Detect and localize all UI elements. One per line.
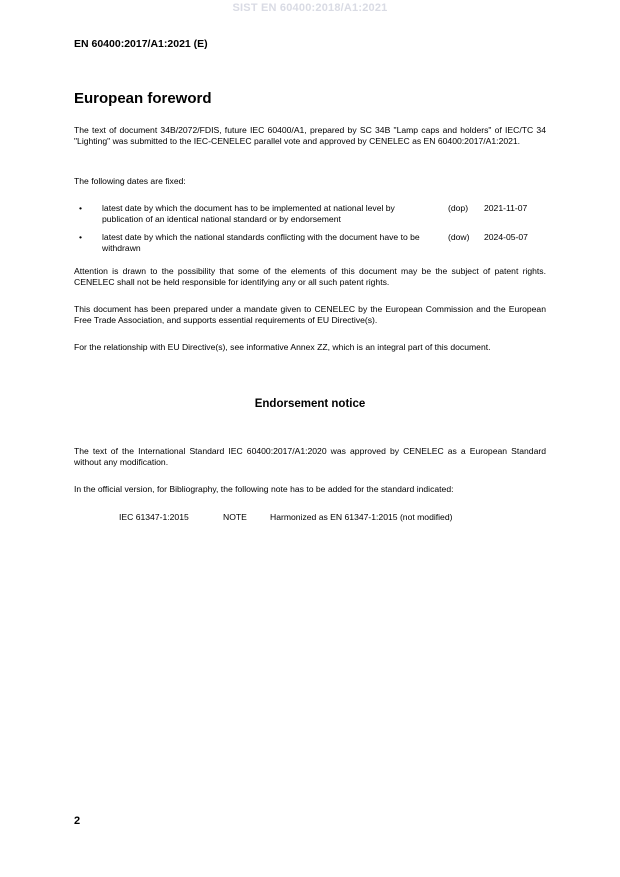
note-standard: IEC 61347-1:2015 xyxy=(119,512,189,522)
note-text: Harmonized as EN 61347-1:2015 (not modified) xyxy=(270,512,453,522)
bibliography-note xyxy=(119,512,452,522)
endorsement-paragraph-1: The text of the International Standard IEC 60400:2017/A1:2020 was approved by CENELEC as a European Standard without any modification. xyxy=(74,446,546,467)
bullet-icon: • xyxy=(79,232,83,242)
document-identifier: EN 60400:2017/A1:2021 (E) xyxy=(74,38,208,50)
date-item-code: (dow) xyxy=(448,232,470,242)
page-number: 2 xyxy=(74,815,81,827)
date-item-code: (dop) xyxy=(448,203,469,213)
date-item-date: 2024-05-07 xyxy=(484,232,528,242)
date-item-text: latest date by which the document has to be implemented at national level by publication of an identical national standard or by endorsement xyxy=(102,203,395,224)
endorsement-paragraph-2: In the official version, for Bibliography, the following note has to be added for the standard indicated: xyxy=(74,484,454,494)
foreword-paragraph-1: The text of document 34B/2072/FDIS, future IEC 60400/A1, prepared by SC 34B "Lamp caps and holders" of IEC/TC 34 "Lighting" was submitted to the IEC-CENELEC parallel vote and approved by CENELEC as EN 60400:2017/A1:2021. xyxy=(74,125,546,146)
date-item-date: 2021-11-07 xyxy=(484,203,528,213)
european-foreword-heading: European foreword xyxy=(74,90,212,107)
watermark: SIST EN 60400:2018/A1:2021 xyxy=(232,2,388,14)
dates-intro: The following dates are fixed: xyxy=(74,176,186,186)
endorsement-notice-heading: Endorsement notice xyxy=(254,398,366,410)
date-item-text: latest date by which the national standards conflicting with the document have to be withdrawn xyxy=(102,232,420,253)
bullet-icon: • xyxy=(79,203,83,213)
foreword-paragraph-patents: Attention is drawn to the possibility that some of the elements of this document may be the subject of patent rights. CENELEC shall not be held responsible for identifying any or all such patent rights. xyxy=(74,266,546,287)
foreword-paragraph-annex: For the relationship with EU Directive(s), see informative Annex ZZ, which is an integral part of this document. xyxy=(74,342,491,352)
note-label: NOTE xyxy=(223,512,247,522)
foreword-paragraph-mandate: This document has been prepared under a mandate given to CENELEC by the European Commission and the European Free Trade Association, and supports essential requirements of EU Directive(s). xyxy=(74,304,546,325)
